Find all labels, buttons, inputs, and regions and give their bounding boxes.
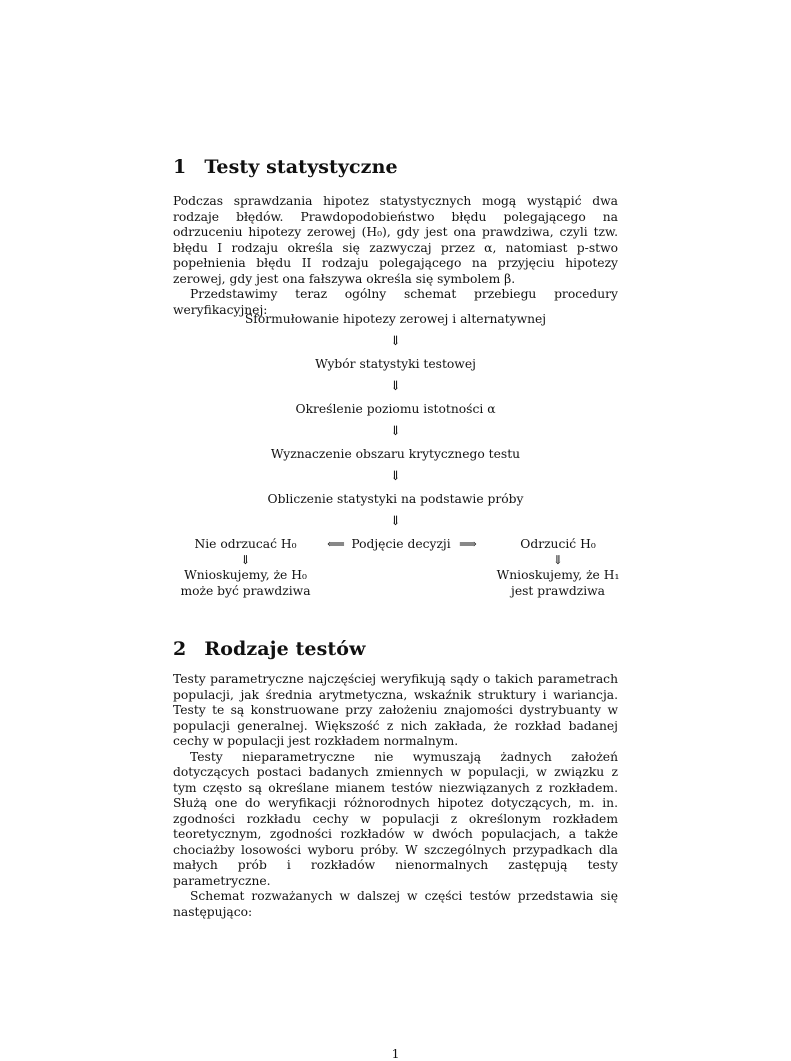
section-2-paragraph-1: Testy parametryczne najczęściej weryfikują sądy o takich parametrach populacji, jak średnia arytmetyczna, wskaźnik struktury i wariancja. Testy te są konstruowane przy założeniu znajomości dystrybuanty w populacji generalnej. Większość z nich zakłada, że rozkład badanej cechy w populacji jest rozkładem normalnym. [173, 672, 618, 748]
flow-step-1: Sformułowanie hipotezy zerowej i alternatywnej [244, 312, 547, 326]
down-arrow-icon: ⇓ [390, 379, 401, 394]
section-1-number: 1 [173, 156, 187, 178]
left-conclusion-line-1: Wnioskujemy, że H₀ [184, 568, 307, 582]
section-1-paragraph-2: Przedstawimy teraz ogólny schemat przebiegu procedury weryfikacyjnej: [173, 287, 618, 317]
right-arrow-icon: ⟹ [459, 537, 477, 551]
right-conclusion-line-1: Wnioskujemy, że H₁ [496, 568, 620, 582]
flow-right-branch [488, 537, 628, 599]
down-arrow-icon: ⇓ [390, 469, 401, 484]
flow-step-5: Obliczenie statystyki na podstawie próby [267, 492, 524, 506]
down-arrow-icon: ⇓ [390, 424, 401, 439]
section-1-heading [173, 156, 398, 178]
section-2-title: Rodzaje testów [204, 638, 366, 660]
section-2-paragraph-2: Testy nieparametryczne nie wymuszają żadnych założeń dotyczących postaci badanych zmiennych w populacji, w związku z tym często są określane mianem testów niezwiązanych z rozkładem. Służą one do weryfikacji różnorodnych hipotez dotyczących, m. in. zgodności rozkładu cechy w populacji z określonym rozkładem teoretycznym, zgodności rozkładów w dwóch populacjach, a także chociażby losowości wyboru próby. W szczególnych przypadkach dla małych prób i rozkładów nienormalnych zastępują testy parametryczne. [173, 749, 618, 888]
down-arrow-icon: ⇓ [390, 334, 401, 349]
section-1-body [173, 194, 618, 318]
down-arrow-icon: ⇓ [390, 514, 401, 529]
page-number: 1 [391, 1047, 400, 1061]
left-conclusion-line-2: może być prawdziwa [180, 583, 311, 598]
section-2-paragraph-3: Schemat rozważanych w dalszej w części testów przedstawia się następująco: [173, 889, 618, 919]
section-1-title: Testy statystyczne [204, 156, 398, 178]
flow-step-3: Określenie poziomu istotności α [295, 402, 496, 416]
section-1-paragraph-1: Podczas sprawdzania hipotez statystycznych mogą wystąpić dwa rodzaje błędów. Prawdopodobieństwo błędu polegającego na odrzuceniu hipotezy zerowej (H₀), gdy jest ona prawdziwa, czyli tzw. błędu I rodzaju określa się zazwyczaj przez α, natomiast p-stwo popełnienia błędu II rodzaju polegającego na przyjęciu hipotezy zerowej, gdy jest ona fałszywa określa się symbolem β. [173, 194, 618, 286]
decision-label: Podjęcie decyzji [351, 537, 451, 551]
flow-step-2: Wybór statystyki testowej [315, 357, 476, 371]
flow-step-4: Wyznaczenie obszaru krytycznego testu [270, 447, 521, 461]
section-2-body [173, 672, 618, 920]
left-arrow-icon: ⟸ [327, 537, 345, 551]
section-2-number: 2 [173, 638, 187, 660]
flow-left-branch [173, 537, 318, 599]
reject-label: Odrzucić H₀ [520, 537, 596, 551]
down-arrow-icon: ⇓ [240, 552, 251, 567]
section-2-heading [173, 638, 366, 660]
reject-not-label: Nie odrzucać H₀ [194, 537, 297, 551]
down-arrow-icon: ⇓ [552, 552, 564, 567]
right-conclusion-line-2: jest prawdziwa [511, 583, 605, 598]
